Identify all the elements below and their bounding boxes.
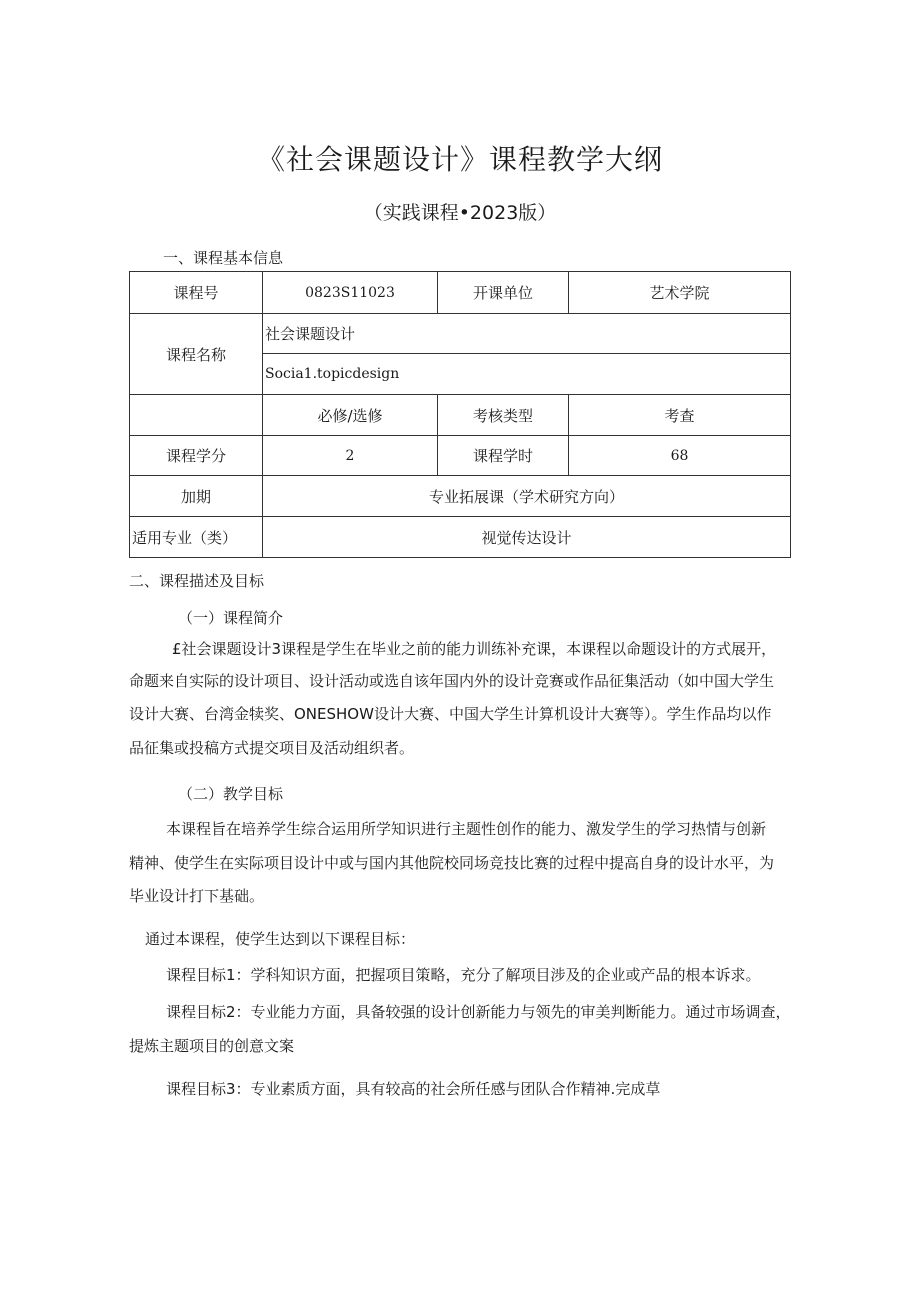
exam-label: 考核类型 (438, 395, 569, 436)
intro-line: £社会课题设计3课程是学生在毕业之前的能力训练补充课，本课程以命题设计的方式展开， (172, 640, 777, 658)
goal-line: 本课程旨在培养学生综合运用所学知识进行主题性创作的能力、激发学生的学习热情与创新 (166, 820, 767, 838)
hours-value: 68 (569, 436, 791, 476)
goal-line: 精神、使学生在实际项目设计中或与国内其他院校同场竞技比赛的过程中提高自身的设计水平，为 (129, 854, 775, 872)
intro-line: 命题来自实际的设计项目、设计活动或选自该年国内外的设计竞赛或作品征集活动（如中国大学生 (129, 672, 775, 690)
course-info-table (129, 271, 791, 558)
hours-label: 课程学时 (438, 436, 569, 476)
course-name-cn: 社会课题设计 (263, 314, 791, 354)
objective-1: 课程目标1：学科知识方面，把握项目策略，充分了解项目涉及的企业或产品的根本诉求。 (166, 966, 761, 984)
major-label: 适用专业（类） (130, 517, 263, 558)
section1-heading: 一、课程基本信息 (163, 249, 284, 267)
type-label: 必修/选修 (263, 395, 438, 436)
intro-line: 设计大赛、台湾金犊奖、ONESHOW设计大赛、中国大学生计算机设计大赛等）。学生作品均以作 (129, 705, 772, 723)
category-value: 专业拓展课（学术研究方向） (263, 476, 791, 517)
course-no-value: 0823S11023 (263, 272, 438, 314)
dept-label: 开课单位 (438, 272, 569, 314)
document-title: 《社会课题设计》课程教学大纲 (256, 143, 663, 176)
section2-heading: 二、课程描述及目标 (129, 572, 265, 590)
objective-2-line: 课程目标2：专业能力方面，具备较强的设计创新能力与领先的审美判断能力。通过市场调查， (166, 1003, 791, 1021)
goal-heading: （二）教学目标 (178, 785, 284, 803)
intro-heading: （一）课程简介 (178, 609, 284, 627)
credit-label: 课程学分 (130, 436, 263, 476)
empty-cell (130, 395, 263, 436)
intro-line: 品征集或投稿方式提交项目及活动组织者。 (129, 739, 415, 757)
course-name-en: Socia1.topicdesign (263, 354, 791, 395)
goal-line: 毕业设计打下基础。 (129, 887, 265, 905)
course-no-label: 课程号 (130, 272, 263, 314)
category-label: 加期 (130, 476, 263, 517)
objectives-intro: 通过本课程，使学生达到以下课程目标： (145, 930, 416, 948)
dept-value: 艺术学院 (569, 272, 791, 314)
objective-3: 课程目标3：专业素质方面，具有较高的社会所任感与团队合作精神.完成草 (166, 1080, 661, 1098)
document-subtitle: （实践课程•2023版） (363, 202, 557, 224)
major-value: 视觉传达设计 (263, 517, 791, 558)
credit-value: 2 (263, 436, 438, 476)
course-name-label: 课程名称 (130, 314, 263, 395)
exam-value: 考查 (569, 395, 791, 436)
objective-2-line: 提炼主题项目的创意文案 (129, 1037, 295, 1055)
